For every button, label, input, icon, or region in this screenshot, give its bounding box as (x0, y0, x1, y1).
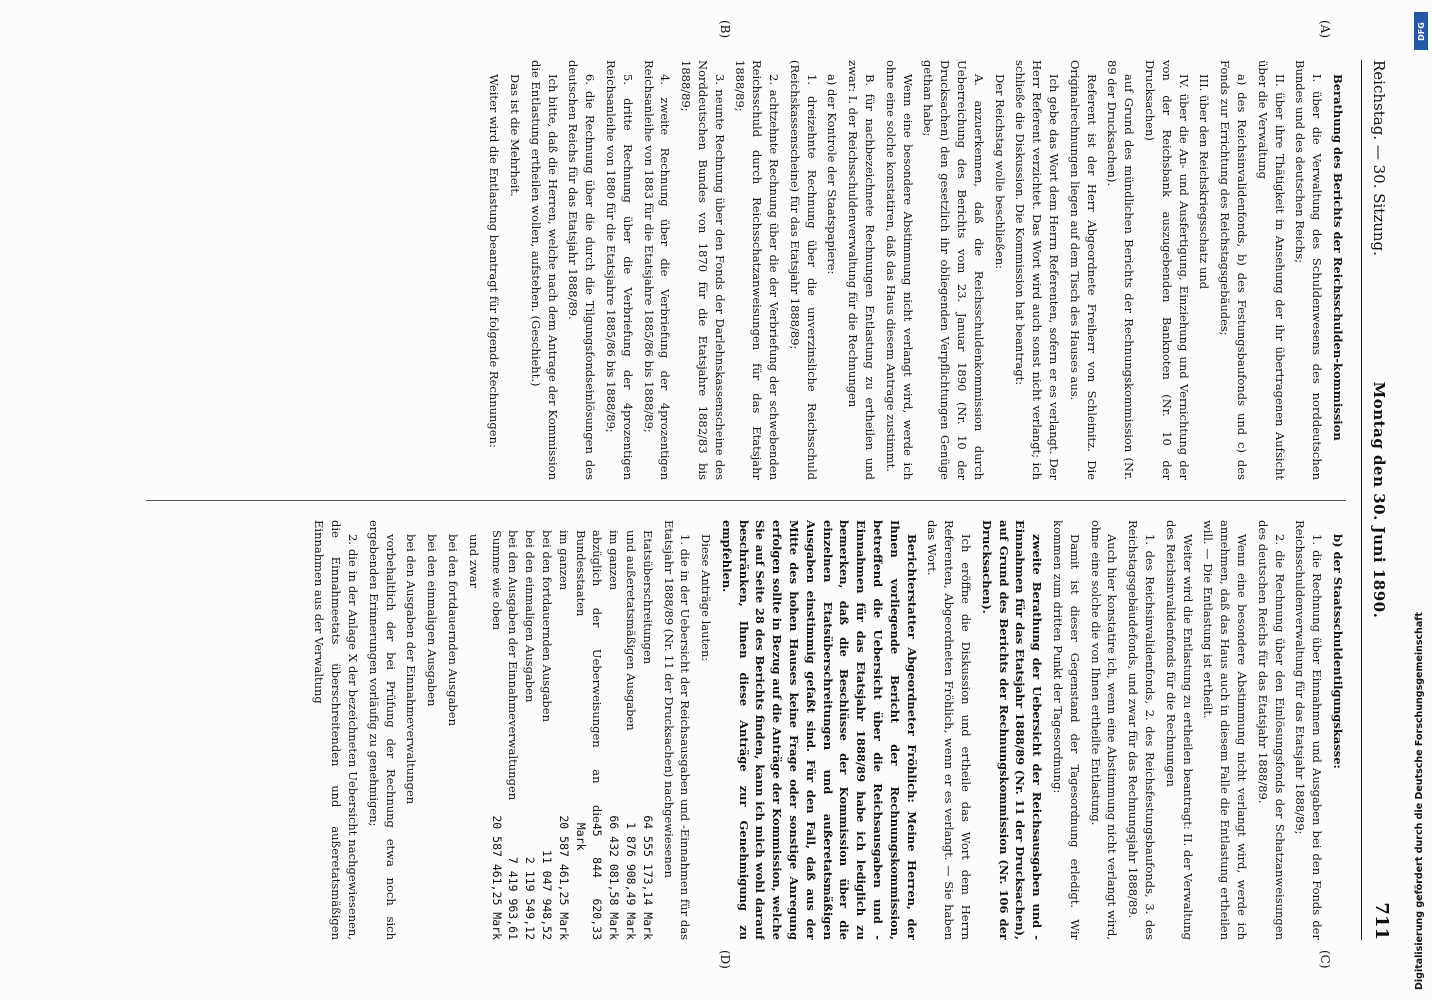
paragraph: Weiter wird die Entlastung beantragt für folgende Rechnungen: (487, 74, 502, 448)
paragraph: Auch hier konstatire ich, wenn eine Abstimmung nicht verlangt wird, ohne eine solche die von Ihnen ertheilte Entlastung. (1088, 520, 1120, 940)
header-date: Montag den 30. Juni 1890. (1370, 381, 1388, 619)
paragraph: 1. die in der Uebersicht der Reichsausgaben und -Einnahmen für das Etatsjahr 1888/89 (Nr. 11 der Drucksachen) nachgewiesenen (661, 520, 693, 940)
paragraph: Ich eröffne die Diskussion und ertheile das Wort dem Herrn Referenten, Abgeordneten Fröhlich, wenn er es verlangt. — Sie haben das Wort. (925, 520, 974, 940)
paragraph: Wenn eine besondere Abstimmung nicht verlangt wird, werde ich annehmen, daß das Haus auch in diesem Falle die Entlastung ertheilen will. — Die Entlastung ist ertheilt. (1201, 520, 1250, 940)
amount-value: 11 047 948,52 (539, 849, 554, 940)
amount-value: 7 419 963,61 (506, 856, 521, 940)
paragraph: a) des Reichsinvalidenfonds, b) des Festungsbaufonds und c) des Fonds zur Errichtung des Reichstagsgebäudes; (1218, 60, 1250, 480)
amount-value: 2 119 549,12 (523, 856, 538, 940)
page-body (132, 20, 1392, 969)
paragraph: auf Grund des mündlichen Berichts der Rechnungskommission (Nr. 89 der Drucksachen). (1105, 60, 1137, 480)
paragraph: B. für nachbezeichnete Rechnungen Entlastung zu ertheilen und zwar: I. der Reichsschuldenverwaltung für die Rechnungen (846, 60, 878, 480)
paragraph: bei den fortdauernden Ausgaben (445, 534, 460, 726)
paragraph: IV. über die An- und Ausfertigung, Einziehung und Vernichtung der von der Reichsbank auszugebenden Banknoten (Nr. 10 der Drucksachen) (1143, 60, 1191, 480)
amount-row (639, 530, 656, 940)
amount-label: bei den einmaligen Ausgaben (523, 530, 538, 703)
paragraph: vorbehaltlich der bei Prüfung der Rechnung etwa noch sich ergebenden Erinnerungen vorläufig zu genehmigen; (366, 520, 398, 940)
left-column (146, 60, 1346, 480)
amount-label: Etatsüberschreitungen (640, 530, 655, 665)
margin-marker-c: (C) (1318, 950, 1332, 969)
paragraph: Ich bitte, daß die Herren, welche nach dem Antrage der Kommission die Entlastung ertheilen wollen, aufstehen. (Geschieht.) (528, 60, 560, 480)
paragraph: 1. des Reichsinvalidenfonds, 2. des Reichsfestungsbaufonds, 3. des Reichstagsgebäudefonds, und zwar für das Rechnungsjahr 1888/89. (1126, 520, 1158, 940)
column-divider (146, 500, 1346, 501)
paragraph: 2. achtzehnte Rechnung über die der Verbriefung der schwebenden Reichsschuld durch Reichsschatzanweisungen für das Etatsjahr 1888/89; (733, 60, 782, 480)
paragraph: II. über ihre Thätigkeit in Ansehung der ihr übertragenen Aufsicht über die Verwaltung (1255, 60, 1287, 480)
paragraph: 1. dreizehnte Rechnung über die unverzinsliche Reichsschuld (Reichskassenscheine) für das Etatsjahr 1888/89; (787, 60, 819, 480)
amount-label: und außeretatsmäßigen Ausgaben (623, 530, 638, 731)
dfg-logo-text: DFG (1416, 21, 1426, 41)
amounts-table (488, 530, 656, 940)
paragraph: a) der Kontrole der Staatspapiere: (825, 74, 840, 275)
amount-row (505, 530, 522, 940)
paragraph: I. über die Verwaltung des Schuldenwesens des norddeutschen Bundes und des deutschen Reichs; (1293, 60, 1325, 480)
amount-label: bei den Ausgaben der Einnahmeverwaltungen (506, 530, 521, 801)
paragraph: Berichterstatter Abgeordneter Fröhlich: Meine Herren, der Ihnen vorliegende Bericht der Rechnungskommission, betreffend die Uebersicht über die Reichsausgaben und -Einnahmen für das Etatsjahr 1888/89 habe ich lediglich zu bemerken, daß die Beschlüsse der Kommission über die einzelnen Etatsüberschreitungen und außeretatsmäßigen Ausgaben einstimmig gefaßt sind. Für den Fall, daß aus der Mitte des hohen Hauses keine Frage oder sonstige Anregung erfolgen sollte in Bezug auf die Anträge der Kommission, welche Sie auf Seite 28 des Berichts finden, kann ich mich wohl darauf beschränken, Ihnen diese Anträge zur Genehmigung zu empfehlen. (719, 520, 919, 940)
amount-row (572, 530, 606, 940)
paragraph: 2. die in der Anlage X der bezeichneten Uebersicht nachgewiesenen, die Einnahmeetats überschreitenden und außeretatsmäßigen Einnahmen aus der Verwaltung (312, 520, 360, 940)
paragraph: Diese Anträge lauten: (699, 534, 714, 662)
paragraph: Das ist die Mehrheit. (507, 74, 522, 197)
margin-marker-a: (A) (1318, 20, 1332, 39)
amount-value: 45 844 620,33 Mark (573, 822, 605, 940)
header-left: Reichstag. — 30. Sitzung. (1370, 60, 1388, 256)
amount-row (521, 530, 538, 940)
paragraph: bei den Ausgaben der Einnahmeverwaltungen (404, 534, 419, 805)
amount-row (622, 530, 639, 940)
paragraph: Referent ist der Herr Abgeordnete Freiherr von Schleinitz. Die Originalrechnungen liegen auf dem Tisch des Hauses aus. (1067, 60, 1099, 480)
paragraph: 4. zweite Rechnung über die Verbriefung der 4prozentigen Reichsanleihe von 1883 für die Etatsjahre 1885/86 bis 1888/89; (641, 60, 673, 480)
paragraph: 2. die Rechnung über den Einlösungsfonds der Schatzanweisungen des deutschen Reichs für das Etatsjahr 1888/89. (1255, 520, 1287, 940)
paragraph: Wenn eine besondere Abstimmung nicht verlangt wird, werde ich ohne eine solche konstatiren, daß das Haus diesem Antrage zustimmt. (883, 60, 915, 480)
amount-value: 64 555 173,14 Mark (640, 815, 655, 940)
credit-strip (1412, 0, 1430, 1000)
paragraph: Der Reichstag wolle beschließen: (992, 74, 1007, 269)
right-column (146, 520, 1346, 940)
amount-value: 1 876 908,49 Mark (623, 822, 638, 940)
paragraph: bei den einmaligen Ausgaben (425, 534, 440, 707)
digitization-credit: Digitalisierung gefördert durch die Deutsche Forschungsgemeinschaft (1414, 612, 1425, 990)
amount-value: 20 587 461,25 Mark (556, 815, 571, 940)
paragraph: 5. dritte Rechnung über die Verbriefung der 4prozentigen Reichsanleihe von 1880 für die Etatsjahre 1885/86 bis 1888/89; (603, 60, 635, 480)
paragraph: Ich gebe das Wort dem Herrn Referenten, sofern er es verlangt. Der Herr Referent verzichtet. Das Wort wird auch sonst nicht verlangt; ich schließe die Diskussion. Die Kommission hat beantragt: (1013, 60, 1062, 480)
amount-row (538, 530, 555, 940)
amount-label: Summe wie oben (489, 530, 504, 631)
amount-value: 66 432 081,58 Mark (607, 815, 622, 940)
paragraph: zweite Berathung der Uebersicht der Reichsausgaben und -Einnahmen für das Etatsjahr 1888/89 (Nr. 11 der Drucksachen), auf Grund des Berichts der Rechnungskommission (Nr. 106 der Drucksachen). (979, 520, 1045, 940)
paragraph: b) der Staatsschuldentilgungskasse: (1331, 534, 1345, 769)
amount-row (605, 530, 622, 940)
paragraph: 1. die Rechnung über Einnahmen und Ausgaben bei den Fonds der Reichsschuldenverwaltung für das Etatsjahr 1888/89; (1293, 520, 1325, 940)
paragraph: Berathung des Berichts der Reichsschulden-kommission (1331, 74, 1345, 441)
paragraph: III. über den Reichskriegsschatz und (1197, 74, 1212, 290)
page-header (1364, 60, 1392, 940)
paragraph: Weiter wird die Entlastung zu ertheilen beantragt: II. der Verwaltung des Reichsinvalidenfonds für die Rechnungen (1163, 520, 1195, 940)
paragraph: 3. neunte Rechnung über den Fonds der Darlehnskassenscheine des Norddeutschen Bundes von 1870 für die Etatsjahre 1882/83 bis 1888/89; (679, 60, 727, 480)
amount-value: 20 587 461,25 Mark (489, 815, 504, 940)
margin-marker-d: (D) (718, 950, 732, 969)
amount-label: im ganzen (607, 530, 622, 591)
header-rule (1361, 60, 1362, 940)
margin-marker-b: (B) (718, 20, 732, 39)
amount-label: im ganzen (556, 530, 571, 591)
amount-row (555, 530, 572, 940)
paragraph: A. anzuerkennen, daß die Reichsschuldenkommission durch Ueberreichung des Berichts vom 23. Januar 1890 (Nr. 10 der Drucksachen) den gesetzlich ihr obliegenden Verpflichtungen Genüge gethan habe; (921, 60, 986, 480)
paragraph: 6. die Rechnung über die durch die Tilgungsfondseinlösungen des deutschen Reichs für das Etatsjahr 1888/89. (566, 60, 598, 480)
paragraph: Damit ist dieser Gegenstand der Tagesordnung erledigt. Wir kommen zum dritten Punkt der Tagesordnung: (1051, 520, 1082, 940)
amount-label: bei den fortdauernden Ausgaben (539, 530, 554, 722)
amount-row (488, 530, 505, 940)
paragraph: und zwar (466, 534, 481, 589)
page-number: 711 (1371, 902, 1392, 940)
amount-label: abzüglich der Ueberweisungen an die Bundesstaaten (573, 530, 605, 823)
